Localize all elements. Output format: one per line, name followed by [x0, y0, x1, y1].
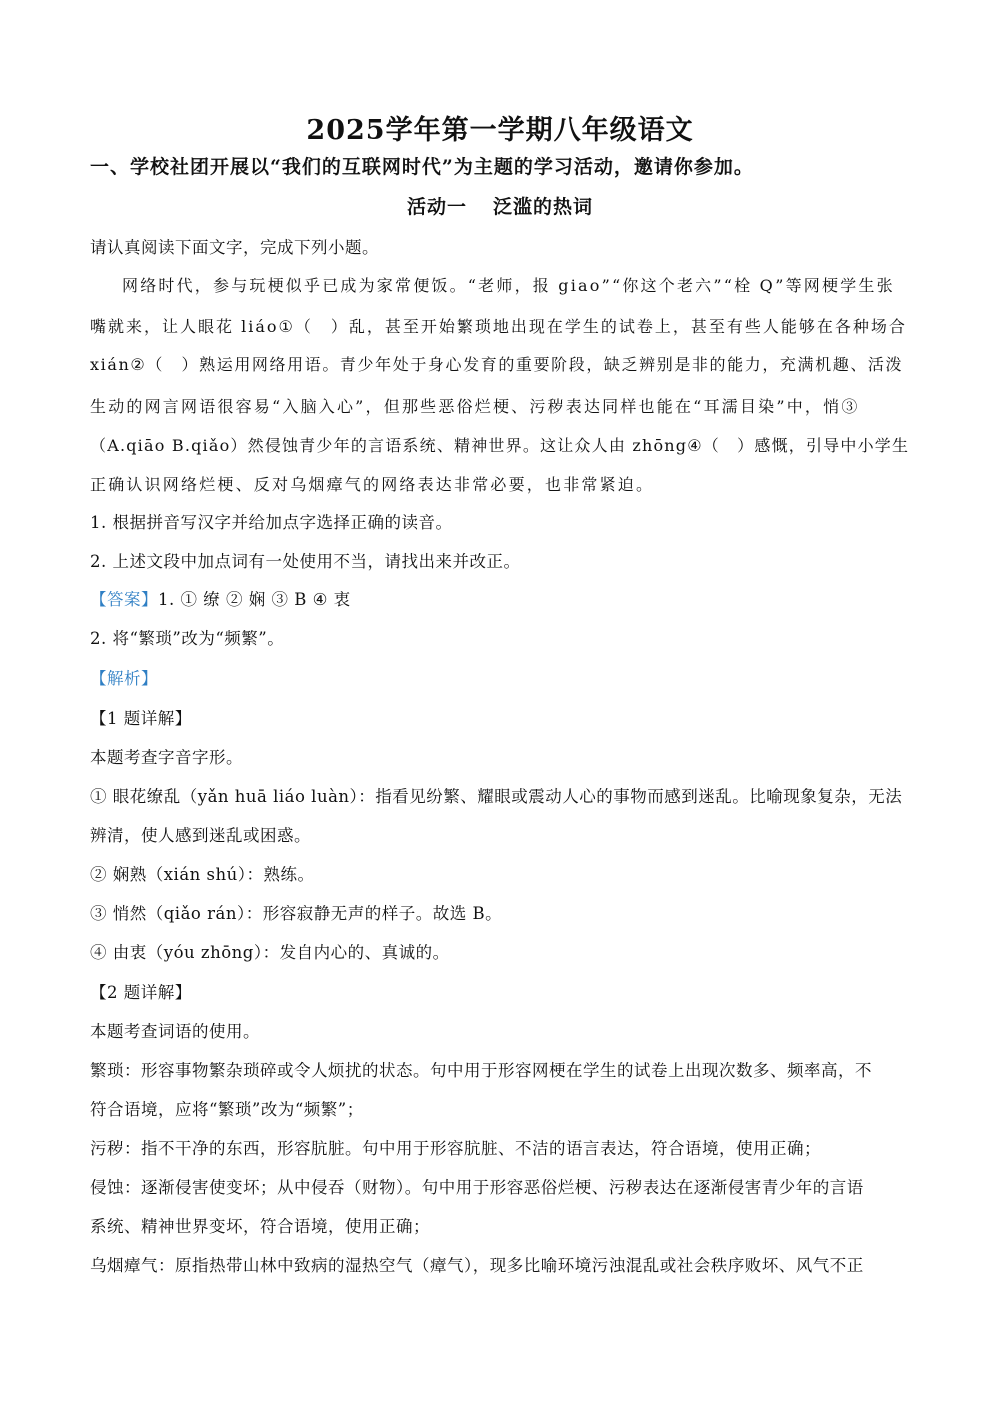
detail-1-line: ② 娴熟（xián shú）：熟练。 — [90, 865, 315, 884]
answer-line-2: 2. 将“繁琐”改为“频繁”。 — [90, 629, 285, 648]
passage-line: 嘴就来，让人眼花 liáo①（ ）乱，甚至开始繁琐地出现在学生的试卷上，甚至有些人能够在各种场合 — [90, 317, 907, 336]
detail-2-line: 乌烟瘴气：原指热带山林中致病的湿热空气（瘴气），现多比喻环境污浊混乱或社会秩序败坏、风气不正 — [90, 1256, 864, 1275]
activity-heading — [0, 192, 1000, 219]
passage-line: xián②（ ）熟运用网络用语。青少年处于身心发育的重要阶段，缺乏辨别是非的能力，充满机趣、活泼 — [90, 355, 904, 374]
page-title: 2025学年第一学期八年级语文 — [306, 115, 694, 146]
detail-1-line: 辨清，使人感到迷乱或困惑。 — [90, 826, 311, 845]
detail-2-line: 污秽：指不干净的东西，形容肮脏。句中用于形容肮脏、不洁的语言表达，符合语境，使用正确； — [90, 1139, 821, 1158]
detail-2-intro: 本题考查词语的使用。 — [90, 1022, 260, 1041]
question-2: 2. 上述文段中加点词有一处使用不当，请找出来并改正。 — [90, 552, 521, 571]
activity-name: 泛滥的热词 — [493, 196, 594, 218]
detail-2-heading: 【2 题详解】 — [90, 983, 192, 1002]
question-1: 1. 根据拼音写汉字并给加点字选择正确的读音。 — [90, 513, 453, 532]
answer-text-1: 1. ① 缭 ② 娴 ③ B ④ 衷 — [158, 590, 351, 609]
analysis-tag: 【解析】 — [90, 669, 158, 688]
detail-2-line: 繁琐：形容事物繁杂琐碎或令人烦扰的状态。句中用于形容网梗在学生的试卷上出现次数多、频率高，不 — [90, 1061, 872, 1080]
detail-1-line: ① 眼花缭乱（yǎn huā liáo luàn）：指看见纷繁、耀眼或震动人心的事物而感到迷乱。比喻现象复杂，无法 — [90, 787, 903, 806]
section-heading: 一、学校社团开展以“我们的互联网时代”为主题的学习活动，邀请你参加。 — [90, 156, 754, 178]
detail-1-heading: 【1 题详解】 — [90, 709, 192, 728]
passage-line: （A.qiāo B.qiǎo）然侵蚀青少年的言语系统、精神世界。这让众人由 zhōng④（ ）感慨，引导中小学生 — [90, 436, 910, 455]
passage-line: 生动的网言网语很容易“入脑入心”，但那些恶俗烂梗、污秽表达同样也能在“耳濡目染”中，悄③ — [90, 397, 860, 416]
detail-2-line: 系统、精神世界变坏，符合语境，使用正确； — [90, 1217, 430, 1236]
passage-line: 网络时代，参与玩梗似乎已成为家常便饭。“老师，报 giao”“你这个老六”“栓 Q”等网梗学生张 — [122, 276, 895, 295]
passage-line: 正确认识网络烂梗、反对乌烟瘴气的网络表达非常必要，也非常紧迫。 — [90, 475, 655, 494]
detail-2-line: 侵蚀：逐渐侵害使变坏；从中侵吞（财物）。句中用于形容恶俗烂梗、污秽表达在逐渐侵害青少年的言语 — [90, 1178, 864, 1197]
answer-tag: 【答案】 — [90, 590, 158, 609]
detail-1-line: ④ 由衷（yóu zhōng）：发自内心的、真诚的。 — [90, 943, 450, 962]
instruction-text: 请认真阅读下面文字，完成下列小题。 — [90, 238, 379, 257]
detail-2-line: 符合语境，应将“繁琐”改为“频繁”； — [90, 1100, 364, 1119]
activity-label: 活动一 — [406, 196, 467, 218]
detail-1-line: ③ 悄然（qiǎo rán）：形容寂静无声的样子。故选 B。 — [90, 904, 503, 923]
answer-line-1 — [90, 586, 351, 610]
detail-1-intro: 本题考查字音字形。 — [90, 748, 243, 767]
